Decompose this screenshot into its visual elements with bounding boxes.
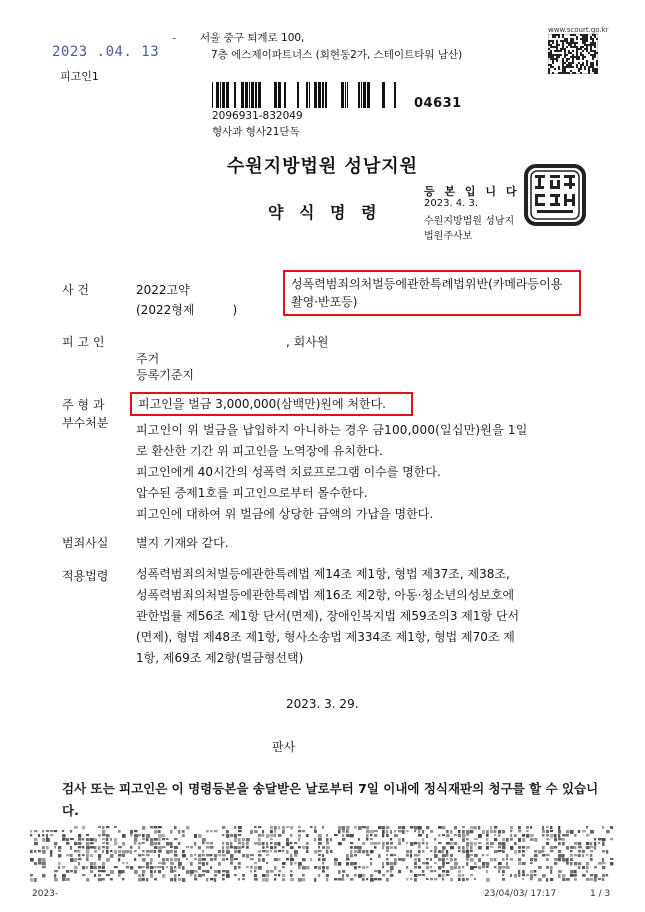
issue-date: 2023. 3. 29. [286, 697, 359, 711]
court-seal-icon [524, 164, 586, 226]
barcode-number: 2096931-832049 [212, 110, 303, 122]
sentence-line: 피고인이 위 벌금을 납입하지 아니하는 경우 금100,000(일십만)원을 1일 [136, 423, 528, 437]
redaction-pattern [30, 826, 614, 882]
barcode-icon [212, 82, 398, 108]
case-label: 사 건 [62, 283, 89, 297]
case-number: 2022고약 [136, 283, 190, 297]
document-title: 약 식 명 령 [268, 203, 382, 222]
sender-address [200, 30, 462, 64]
appeal-notice: 검사 또는 피고인은 이 명령등본을 송달받은 날로부터 7일 이내에 정식재판의 청구를 할 수 있습니다. [62, 781, 599, 818]
defendant-label: 피 고 인 [62, 335, 105, 349]
sentence-line: 압수된 증제1호를 피고인으로부터 몰수한다. [136, 486, 368, 500]
charge-highlight-box [283, 270, 581, 316]
law-line: 성폭력범죄의처벌등에관한특례법 제14조 제1항, 형법 제37조, 제38조, [136, 567, 510, 581]
law-line: 관한법률 제56조 제1항 단서(면제), 장애인복지법 제59조의3 제1항 단서 [136, 609, 520, 623]
footer-page: 1 / 3 [590, 889, 611, 899]
footer-left: 2023- [32, 889, 59, 899]
certification-officer: 법원주사보 [424, 231, 473, 242]
law-line: (면제), 형법 제48조 제1항, 형사소송법 제334조 제1항, 형법 제70조 제 [136, 630, 515, 644]
sentence-line: 피고인에 대하여 위 벌금에 상당한 금액의 가납을 명한다. [136, 507, 434, 521]
crime-facts-label: 범죄사실 [62, 536, 109, 550]
laws-text [136, 564, 596, 669]
sentence-highlight-box [130, 392, 413, 416]
certification-court: 수원지방법원 성남지 [424, 216, 515, 227]
postal-code: 04631 [414, 96, 462, 111]
sentence-line: 로 환산한 기간 위 피고인을 노역장에 유치한다. [136, 444, 383, 458]
sentence-details [136, 420, 596, 525]
department: 형사과 형사21단독 [212, 126, 300, 138]
mark-dot: ˘ [172, 38, 177, 48]
defendant-occupation: , 회사원 [286, 335, 329, 349]
defendant-number-label: 피고인1 [60, 70, 99, 83]
sentence-main: 피고인을 벌금 3,000,000(삼백만)원에 처한다. [138, 397, 386, 411]
received-date-stamp: 2023 .04. 13 [52, 44, 160, 60]
law-line: 1항, 제69조 제2항(벌금형선택) [136, 651, 304, 665]
court-name: 수원지방법원 성남지원 [226, 156, 419, 177]
sentence-label-1: 주 형 과 [62, 398, 105, 412]
address-line-1: 서울 중구 퇴계로 100, [200, 32, 305, 44]
charge-text: 성폭력범죄의처벌등에관한특례법위반(카메라등이용촬영·반포등) [291, 277, 563, 309]
certification-date: 2023. 4. 3. [424, 198, 479, 209]
registry-label: 등록기준지 [136, 368, 194, 382]
certification-text: 등 본 입 니 다 [424, 185, 520, 198]
case-sub-number: (2022형제 ) [136, 303, 238, 317]
qr-code-icon [548, 34, 598, 74]
laws-label: 적용법령 [62, 569, 109, 583]
address-line-2: 7층 에스제이파트너스 (회현동2가, 스테이트타워 남산) [211, 49, 463, 61]
crime-facts-text: 별지 기재와 같다. [136, 536, 229, 550]
law-line: 성폭력범죄의처벌등에관한특례법 제16조 제2항, 아동·청소년의성보호에 [136, 588, 515, 602]
sentence-label-2: 부수처분 [62, 416, 109, 430]
court-website: www.scourt.go.kr [548, 26, 609, 34]
footer-timestamp: 23/04/03/ 17:17 [484, 889, 557, 899]
sentence-line: 피고인에게 40시간의 성폭력 치료프로그램 이수를 명한다. [136, 465, 441, 479]
residence-label: 주거 [136, 352, 160, 366]
judge-label: 판사 [272, 740, 296, 754]
